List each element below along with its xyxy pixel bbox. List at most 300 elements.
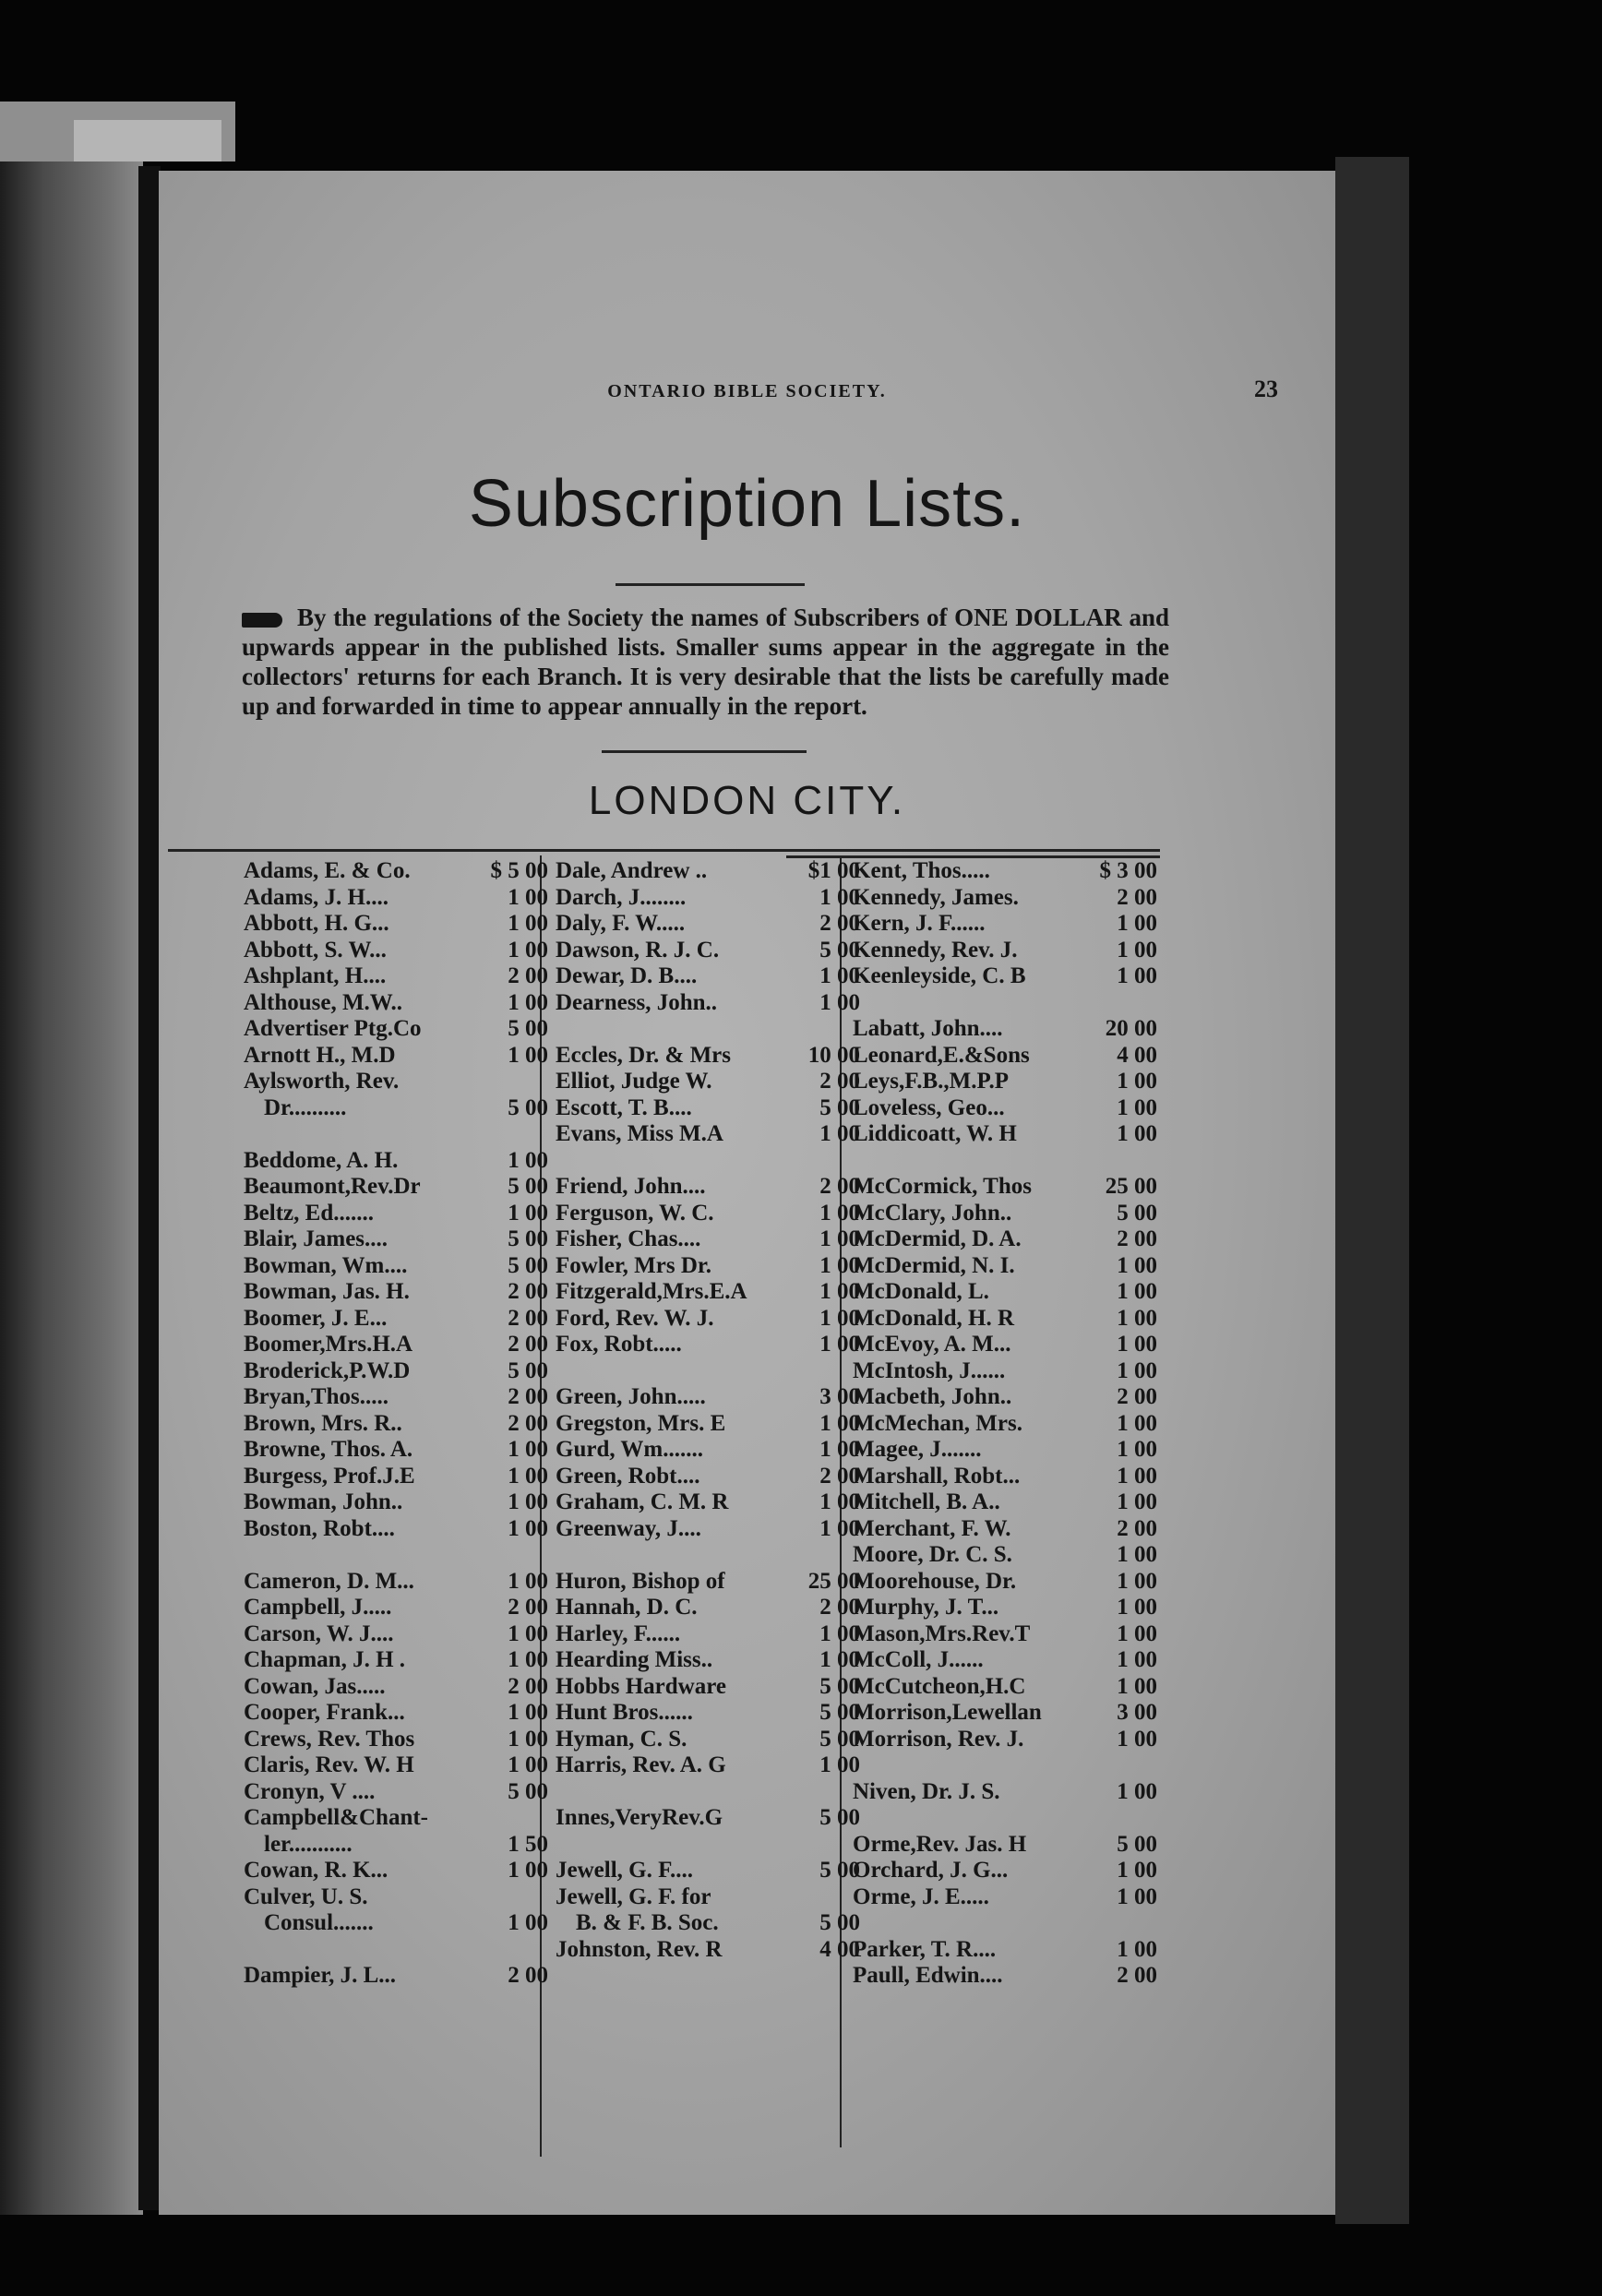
subscriber-row (556, 1201, 860, 1227)
subscription-amount: 1 00 (508, 1437, 548, 1462)
subscription-amount: 1 00 (1117, 1332, 1157, 1357)
document-page (159, 171, 1335, 2215)
subscriber-row (853, 938, 1157, 964)
subscriber-row (556, 1464, 860, 1490)
subscriber-row (853, 1884, 1157, 1911)
subscriber-row (244, 1963, 548, 1990)
subscriber-column-2 (556, 858, 860, 1963)
subscriber-row (853, 1384, 1157, 1411)
subscriber-name: Orme, J. E..... (853, 1883, 989, 1909)
subscription-amount: 20 00 (1105, 1016, 1157, 1041)
subscriber-name: Arnott H., M.D (244, 1042, 396, 1068)
subscription-amount: 5 00 (819, 1700, 860, 1725)
subscriber-row (853, 1043, 1157, 1070)
subscriber-row (244, 990, 548, 1017)
subscription-amount (472, 1069, 548, 1095)
subscriber-row (244, 1201, 548, 1227)
subscription-amount: 1 00 (819, 1252, 860, 1278)
subscriber-name: Cowan, Jas..... (244, 1673, 386, 1699)
subscription-amount: 1 00 (1117, 1069, 1157, 1094)
subscriber-row (244, 885, 548, 912)
subscriber-row (244, 1516, 548, 1543)
list-gap (853, 1805, 1157, 1832)
subscriber-row (244, 858, 548, 885)
subscriber-row (556, 990, 860, 1017)
subscription-amount: 1 00 (819, 989, 860, 1015)
subscription-amount: 2 00 (508, 1963, 548, 1988)
subscription-amount: 1 00 (1117, 1568, 1157, 1594)
subscription-amount: 2 00 (508, 1305, 548, 1331)
subscription-amount: 2 00 (508, 1332, 548, 1357)
subscriber-name: Jewell, G. F. for (556, 1883, 711, 1909)
subscriber-name: McIntosh, J...... (853, 1357, 1006, 1383)
subscriber-row (853, 1174, 1157, 1201)
subscription-amount: 25 00 (1105, 1174, 1157, 1199)
subscriber-name: Fowler, Mrs Dr. (556, 1252, 711, 1278)
subscription-amount: 1 00 (1117, 1121, 1157, 1146)
subscription-amount: 2 00 (508, 1595, 548, 1620)
subscriber-row (244, 938, 548, 964)
list-gap (244, 1937, 548, 1964)
subscription-amount: 1 00 (1117, 963, 1157, 988)
subscription-amount: 4 00 (1117, 1042, 1157, 1068)
subscriber-row (556, 1727, 860, 1753)
subscriber-name: Dearness, John.. (556, 989, 718, 1015)
subscriber-name: Green, John..... (556, 1384, 706, 1409)
subscriber-name: McCutcheon,H.C (853, 1673, 1026, 1699)
notice-paragraph (242, 603, 1169, 721)
subscriber-row (244, 1805, 548, 1832)
subscriber-row (556, 1279, 860, 1306)
subscriber-row (244, 1700, 548, 1727)
subscriber-row (853, 1700, 1157, 1727)
notice-text: By the regulations of the Society the names of Subscribers of ONE DOLLAR and upwards appear in the published lists. Smaller sums appear in the aggregate in the collectors' returns for each Branch. It is very desirable that the lists be carefully made up and forwarded in time to appear annually in the report. (242, 604, 1169, 720)
subscriber-row (853, 1621, 1157, 1648)
subscriber-row (556, 1884, 860, 1911)
subscriber-row (556, 1174, 860, 1201)
subscriber-name: Leonard,E.&Sons (853, 1042, 1030, 1068)
subscriber-row (556, 1937, 860, 1964)
subscriber-row (244, 1595, 548, 1621)
subscriber-row (556, 1411, 860, 1438)
subscription-amount: 1 00 (1117, 1357, 1157, 1383)
subscription-amount (472, 1884, 548, 1911)
subscriber-name: Daly, F. W..... (556, 911, 686, 936)
subscription-amount: 1 00 (508, 911, 548, 936)
subscription-amount: 10 00 (807, 1042, 860, 1068)
subscriber-column-1 (244, 858, 548, 1990)
subscriber-name: Greenway, J.... (556, 1515, 701, 1541)
subscription-amount: 5 00 (508, 1357, 548, 1383)
subscription-amount: 1 00 (508, 884, 548, 910)
subscriber-row (556, 1069, 860, 1095)
subscriber-name: Cameron, D. M... (244, 1568, 414, 1594)
subscriber-name: Ford, Rev. W. J. (556, 1305, 714, 1331)
subscriber-row (556, 1858, 860, 1884)
subscriber-row (556, 911, 860, 938)
subscription-amount: 2 00 (1117, 1515, 1157, 1541)
subscriber-name: Elliot, Judge W. (556, 1069, 712, 1094)
subscription-amount: 2 00 (508, 1673, 548, 1699)
list-gap (556, 1779, 860, 1806)
subscriber-name: Bowman, John.. (244, 1489, 403, 1514)
subscriber-name: McClary, John.. (853, 1200, 1012, 1226)
subscription-amount: 1 00 (1117, 1279, 1157, 1304)
subscription-amount: 1 00 (819, 1752, 860, 1777)
subscription-amount: 1 00 (508, 1463, 548, 1489)
subscription-amount: 3 00 (1117, 1700, 1157, 1725)
subscription-amount: 2 00 (508, 1384, 548, 1409)
subscriber-name: Macbeth, John.. (853, 1384, 1012, 1409)
pointing-hand-icon (242, 613, 282, 628)
subscriber-name: Bryan,Thos..... (244, 1384, 389, 1409)
subscription-amount: 1 00 (1117, 1252, 1157, 1278)
subscriber-name: Kern, J. F...... (853, 911, 986, 936)
subscriber-name: Green, Robt.... (556, 1463, 700, 1489)
subscriber-row (556, 1647, 860, 1674)
subscriber-name: Advertiser Ptg.Co (244, 1016, 422, 1041)
subscription-amount: 5 00 (508, 1174, 548, 1199)
subscription-amount: 1 00 (819, 1489, 860, 1514)
subscription-amount: $1 00 (807, 858, 860, 883)
subscriber-row (244, 1069, 548, 1095)
subscription-amount: 5 00 (819, 1910, 860, 1935)
subscription-amount: 1 00 (508, 1620, 548, 1646)
subscriber-row (556, 1332, 860, 1358)
subscriber-name: McMechan, Mrs. (853, 1410, 1022, 1436)
subscriber-name: Bowman, Wm.... (244, 1252, 408, 1278)
subscriber-row (853, 1963, 1157, 1990)
subscriber-name: Graham, C. M. R (556, 1489, 729, 1514)
subscriber-name: Parker, T. R.... (853, 1936, 997, 1962)
subscriber-name: Moorehouse, Dr. (853, 1568, 1017, 1594)
subscription-amount: 4 00 (819, 1936, 860, 1962)
subscriber-name: Broderick,P.W.D (244, 1357, 411, 1383)
list-gap (853, 1752, 1157, 1779)
page-number: 23 (1254, 376, 1278, 402)
left-page-tab-highlight (74, 120, 221, 161)
subscriber-name: Fox, Robt..... (556, 1332, 682, 1357)
subscriber-name: Bowman, Jas. H. (244, 1279, 410, 1304)
subscriber-name: McDermid, D. A. (853, 1226, 1022, 1251)
subscriber-row (556, 1621, 860, 1648)
subscriber-row (244, 1148, 548, 1175)
subscriber-row (244, 1226, 548, 1253)
subscriber-name: Niven, Dr. J. S. (853, 1778, 1000, 1804)
page-title: Subscription Lists. (468, 467, 1026, 541)
subscriber-row (556, 963, 860, 990)
subscriber-row (244, 1727, 548, 1753)
subscriber-name: Dawson, R. J. C. (556, 937, 720, 963)
subscriber-name: Escott, T. B.... (556, 1094, 692, 1120)
subscriber-name: Beltz, Ed....... (244, 1200, 374, 1226)
subscriber-row (244, 1411, 548, 1438)
subscriber-row (244, 1464, 548, 1490)
subscription-amount: 2 00 (1117, 1226, 1157, 1251)
subscriber-row (853, 1647, 1157, 1674)
subscriber-row (853, 1201, 1157, 1227)
subscriber-name: Chapman, J. H . (244, 1647, 406, 1672)
subscription-amount: 1 00 (819, 1121, 860, 1146)
subscriber-name: Friend, John.... (556, 1174, 706, 1199)
subscriber-name: Orchard, J. G... (853, 1858, 1009, 1883)
subscription-amount: 1 00 (1117, 1883, 1157, 1909)
subscription-amount: 1 00 (819, 1410, 860, 1436)
section-title: LONDON CITY. (588, 778, 906, 823)
subscriber-name: Dr.......... (264, 1094, 347, 1120)
subscriber-name: Cowan, R. K... (244, 1858, 389, 1883)
subscriber-row (853, 1411, 1157, 1438)
subscriber-row (244, 1884, 548, 1911)
subscriber-name: Orme,Rev. Jas. H (853, 1831, 1027, 1857)
subscription-amount: 1 00 (1117, 1647, 1157, 1672)
subscription-amount: 1 00 (508, 1726, 548, 1752)
subscriber-row (556, 1384, 860, 1411)
subscriber-row (244, 911, 548, 938)
subscriber-name: Labatt, John.... (853, 1016, 1003, 1041)
subscription-amount: 1 00 (819, 1226, 860, 1251)
subscriber-row (556, 1306, 860, 1333)
subscription-amount: 1 00 (819, 1515, 860, 1541)
subscription-amount: 5 00 (819, 937, 860, 963)
subscription-amount: 1 00 (508, 937, 548, 963)
subscriber-row (556, 1043, 860, 1070)
subscription-amount: 1 00 (819, 1620, 860, 1646)
subscription-amount: 1 00 (508, 1568, 548, 1594)
subscriber-name: Paull, Edwin.... (853, 1963, 1003, 1988)
subscriber-row (244, 1621, 548, 1648)
table-top-rule (168, 849, 1160, 852)
subscriber-name: Kent, Thos..... (853, 858, 990, 883)
subscriber-row (853, 1727, 1157, 1753)
subscriber-name: Hannah, D. C. (556, 1595, 698, 1620)
subscriber-name: Liddicoatt, W. H (853, 1121, 1017, 1146)
subscriber-row (853, 1358, 1157, 1385)
subscription-amount: 1 00 (508, 1042, 548, 1068)
subscription-amount: 5 00 (819, 1673, 860, 1699)
subscriber-row (853, 1016, 1157, 1043)
subscription-amount: 25 00 (807, 1568, 860, 1594)
subscriber-row (556, 1910, 860, 1937)
subscriber-name: Campbell, J..... (244, 1595, 392, 1620)
subscriber-row (853, 963, 1157, 990)
subscriber-name: Moore, Dr. C. S. (853, 1542, 1012, 1567)
subscriber-name: Magee, J....... (853, 1437, 982, 1462)
subscription-amount: 5 00 (1117, 1831, 1157, 1857)
subscriber-row (244, 1674, 548, 1701)
subscription-amount: 2 00 (819, 1463, 860, 1489)
subscriber-name: Cooper, Frank... (244, 1700, 405, 1725)
book-spine (138, 166, 161, 2210)
subscriber-row (556, 938, 860, 964)
subscriber-name: Beddome, A. H. (244, 1147, 399, 1173)
subscriber-row (853, 1464, 1157, 1490)
subscription-amount: 1 00 (819, 1200, 860, 1226)
subscriber-row (556, 1595, 860, 1621)
subscriber-name: Hobbs Hardware (556, 1673, 726, 1699)
subscriber-row (244, 1306, 548, 1333)
left-page-edge (0, 161, 143, 2215)
subscriber-name: Mitchell, B. A.. (853, 1489, 1000, 1514)
list-gap (853, 1148, 1157, 1175)
subscriber-name: Ferguson, W. C. (556, 1200, 714, 1226)
subscriber-name: McCormick, Thos (853, 1174, 1032, 1199)
subscription-amount: 1 00 (1117, 1595, 1157, 1620)
subscriber-name: Huron, Bishop of (556, 1568, 725, 1594)
subscription-amount: 1 00 (819, 1332, 860, 1357)
subscription-amount (472, 1805, 548, 1832)
subscriber-name: McDonald, L. (853, 1279, 989, 1304)
subscriber-name: Morrison, Rev. J. (853, 1726, 1024, 1752)
subscriber-row (244, 1910, 548, 1937)
subscription-amount: 1 00 (819, 963, 860, 988)
notice-rule (602, 750, 807, 753)
subscriber-row (244, 1437, 548, 1464)
subscriber-name: Campbell&Chant- (244, 1805, 429, 1830)
subscriber-name: B. & F. B. Soc. (576, 1910, 719, 1935)
subscriber-row (853, 1569, 1157, 1596)
subscriber-name: Murphy, J. T... (853, 1595, 999, 1620)
subscription-amount: 1 00 (1117, 1858, 1157, 1883)
subscriber-name: Kennedy, Rev. J. (853, 937, 1018, 963)
subscription-amount: 1 00 (508, 1858, 548, 1883)
subscription-amount: 1 00 (819, 1305, 860, 1331)
subscriber-row (556, 1674, 860, 1701)
subscriber-name: Abbott, S. W... (244, 937, 387, 963)
subscription-amount: 1 00 (1117, 1542, 1157, 1567)
subscriber-name: Dampier, J. L... (244, 1963, 397, 1988)
subscription-amount: 5 00 (508, 1094, 548, 1120)
subscriber-name: Cronyn, V .... (244, 1778, 376, 1804)
subscriber-name: Harley, F...... (556, 1620, 681, 1646)
subscriber-name: Boomer, J. E... (244, 1305, 388, 1331)
subscription-amount: 1 00 (508, 1752, 548, 1777)
subscription-amount: 1 00 (1117, 1489, 1157, 1514)
subscriber-name: Crews, Rev. Thos (244, 1726, 415, 1752)
subscriber-name: Dale, Andrew .. (556, 858, 708, 883)
subscription-amount: 1 00 (819, 1279, 860, 1304)
title-rule (616, 583, 805, 586)
list-gap (853, 1910, 1157, 1937)
subscription-amount: 1 00 (819, 884, 860, 910)
subscription-amount: 1 00 (1117, 911, 1157, 936)
subscriber-name: Fitzgerald,Mrs.E.A (556, 1279, 747, 1304)
subscription-amount: 1 00 (1117, 1094, 1157, 1120)
subscriber-name: Claris, Rev. W. H (244, 1752, 414, 1777)
subscription-amount: 2 00 (819, 1174, 860, 1199)
subscriber-row (556, 1226, 860, 1253)
subscription-amount: 1 00 (1117, 1673, 1157, 1699)
subscriber-row (244, 1174, 548, 1201)
subscriber-name: Boston, Robt.... (244, 1515, 395, 1541)
subscriber-name: Evans, Miss M.A (556, 1121, 723, 1146)
subscriber-row (244, 1332, 548, 1358)
subscriber-row (853, 885, 1157, 912)
subscriber-row (556, 1253, 860, 1280)
subscription-amount: 2 00 (1117, 884, 1157, 910)
subscriber-name: Hyman, C. S. (556, 1726, 687, 1752)
subscriber-row (556, 1095, 860, 1122)
subscriber-name: Beaumont,Rev.Dr (244, 1174, 421, 1199)
subscriber-row (244, 1043, 548, 1070)
subscription-amount: 1 00 (1117, 1726, 1157, 1752)
subscription-amount: 1 00 (1117, 937, 1157, 963)
subscriber-row (244, 1253, 548, 1280)
list-gap (556, 1016, 860, 1043)
subscription-amount: 1 50 (508, 1831, 548, 1857)
list-gap (556, 1542, 860, 1569)
subscriber-row (853, 911, 1157, 938)
subscriber-name: Gregston, Mrs. E (556, 1410, 726, 1436)
subscription-amount: 1 00 (1117, 1437, 1157, 1462)
subscriber-row (853, 1253, 1157, 1280)
subscriber-name: Culver, U. S. (244, 1883, 368, 1909)
subscriber-name: Carson, W. J.... (244, 1620, 394, 1646)
subscriber-name: Adams, E. & Co. (244, 858, 411, 883)
subscriber-row (244, 963, 548, 990)
subscriber-name: Althouse, M.W.. (244, 989, 403, 1015)
subscriber-name: Kennedy, James. (853, 884, 1019, 910)
subscriber-name: Adams, J. H.... (244, 884, 389, 910)
subscription-amount: 5 00 (819, 1094, 860, 1120)
subscriber-row (556, 1569, 860, 1596)
subscriber-row (556, 1489, 860, 1516)
subscriber-row (244, 1647, 548, 1674)
subscriber-row (853, 1332, 1157, 1358)
subscriber-name: Harris, Rev. A. G (556, 1752, 726, 1777)
subscription-amount: 1 00 (508, 1489, 548, 1514)
subscription-amount: 2 00 (819, 1595, 860, 1620)
subscriber-row (244, 1384, 548, 1411)
subscription-amount: 1 00 (1117, 1463, 1157, 1489)
subscription-amount: 1 00 (1117, 1778, 1157, 1804)
subscription-amount: 1 00 (819, 1647, 860, 1672)
subscriber-name: Loveless, Geo... (853, 1094, 1005, 1120)
subscriber-name: Marshall, Robt... (853, 1463, 1021, 1489)
list-gap (556, 1148, 860, 1175)
subscriber-name: Gurd, Wm....... (556, 1437, 703, 1462)
list-gap (556, 1832, 860, 1859)
subscriber-row (853, 1595, 1157, 1621)
subscriber-name: Keenleyside, C. B (853, 963, 1026, 988)
subscriber-row (244, 1832, 548, 1859)
subscriber-name: McDermid, N. I. (853, 1252, 1015, 1278)
subscriber-name: Eccles, Dr. & Mrs (556, 1042, 731, 1068)
subscriber-name: Darch, J........ (556, 884, 687, 910)
subscription-amount: 5 00 (508, 1778, 548, 1804)
subscriber-row (853, 1437, 1157, 1464)
subscription-amount: 1 00 (508, 1200, 548, 1226)
subscription-amount: 2 00 (508, 963, 548, 988)
subscription-amount: $ 5 00 (490, 858, 548, 883)
subscription-amount: $ 3 00 (1099, 858, 1157, 883)
subscriber-row (853, 1516, 1157, 1543)
right-page-edge (1335, 157, 1409, 2224)
subscriber-row (853, 1121, 1157, 1148)
subscriber-row (853, 1279, 1157, 1306)
subscription-amount (784, 1884, 860, 1911)
subscriber-row (244, 1095, 548, 1122)
subscriber-name: McColl, J...... (853, 1647, 984, 1672)
subscription-amount: 3 00 (819, 1384, 860, 1409)
subscription-amount: 5 00 (508, 1016, 548, 1041)
subscriber-name: ler........... (264, 1831, 353, 1857)
subscriber-row (853, 1306, 1157, 1333)
subscription-amount: 2 00 (508, 1410, 548, 1436)
subscriber-row (853, 1937, 1157, 1964)
running-head: ONTARIO BIBLE SOCIETY. (607, 381, 887, 401)
subscription-amount: 2 00 (1117, 1384, 1157, 1409)
